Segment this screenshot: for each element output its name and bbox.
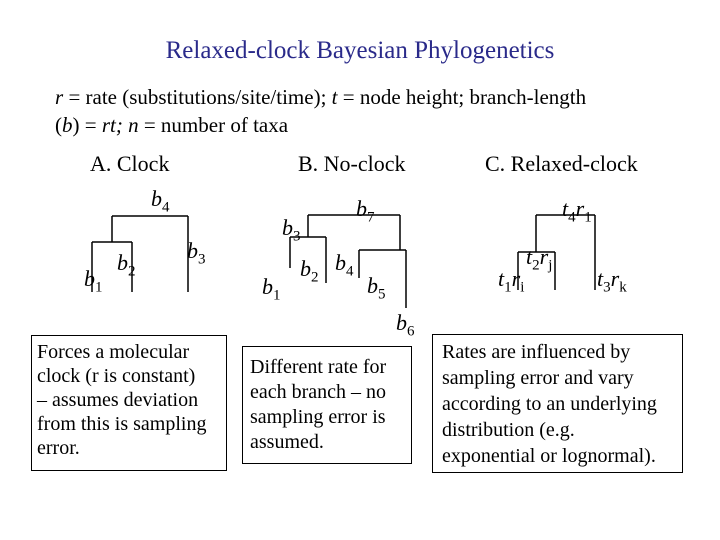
slide-title: Relaxed-clock Bayesian Phylogenetics <box>165 37 555 64</box>
branch-length-equals: ) = <box>72 113 102 137</box>
clock-label-b2: $b_2$ <box>117 250 136 280</box>
paren-open: ( <box>55 113 62 137</box>
clock-note-line: error. <box>37 437 80 459</box>
relaxed-note-line: sampling error and vary <box>442 367 634 389</box>
rate-definition: = rate (substitutions/site/time); <box>63 85 332 109</box>
relaxed-label-t2-rj: $t_2r_j$ <box>526 244 553 274</box>
clock-label-b1: $b_1$ <box>84 266 103 296</box>
clock-label-b4: $b_4$ <box>151 186 170 216</box>
taxa-definition: = number of taxa <box>138 113 289 137</box>
clock-note-box <box>31 335 227 471</box>
noclock-label-b5: $b_5$ <box>367 273 386 303</box>
relaxed-note-line: according to an underlying <box>442 393 657 415</box>
noclock-note-line: Different rate for <box>250 356 387 378</box>
relaxed-note-box <box>432 334 683 473</box>
relaxed-note-line: Rates are influenced by <box>442 341 631 363</box>
relaxed-note-line: distribution (e.g. <box>442 419 575 441</box>
branch-length-variable: b <box>62 113 73 137</box>
height-variable: t <box>331 85 338 109</box>
relaxed-label-t4-r1: $t_4r_1$ <box>562 196 592 226</box>
noclock-label-b7: $b_7$ <box>356 196 375 226</box>
noclock-note-box <box>242 346 412 464</box>
noclock-label-b4: $b_4$ <box>335 250 354 280</box>
clock-tree <box>92 216 188 292</box>
noclock-label-b6: $b_6$ <box>396 310 415 340</box>
clock-note-line: from this is sampling <box>37 413 207 435</box>
relaxed-label-t3-rk: $t_3r_k$ <box>597 266 627 296</box>
noclock-label-b2: $b_2$ <box>300 256 319 286</box>
rate-variable: r <box>55 85 64 109</box>
noclock-label-b3: $b_3$ <box>282 215 301 245</box>
noclock-heading: B. No-clock <box>298 151 406 176</box>
noclock-note-line: each branch – no <box>250 381 387 403</box>
relaxed-heading: C. Relaxed-clock <box>485 151 638 176</box>
relaxed-note-line: exponential or lognormal). <box>442 445 656 467</box>
clock-label-b3: $b_3$ <box>187 238 206 268</box>
noclock-note-line: sampling error is <box>250 406 386 428</box>
clock-note-line: – assumes deviation <box>37 389 199 411</box>
noclock-note-line: assumed. <box>250 431 324 453</box>
relaxed-label-t1-ri: $t_1r_i$ <box>498 266 525 296</box>
noclock-label-b1: $b_1$ <box>262 274 281 304</box>
clock-note-line: clock (r is constant) <box>37 365 196 387</box>
height-definition: = node height; branch-length <box>337 85 587 109</box>
clock-heading: A. Clock <box>90 151 170 176</box>
clock-note-line: Forces a molecular <box>37 341 190 363</box>
rt-taxa-variables: rt; n <box>101 113 139 137</box>
